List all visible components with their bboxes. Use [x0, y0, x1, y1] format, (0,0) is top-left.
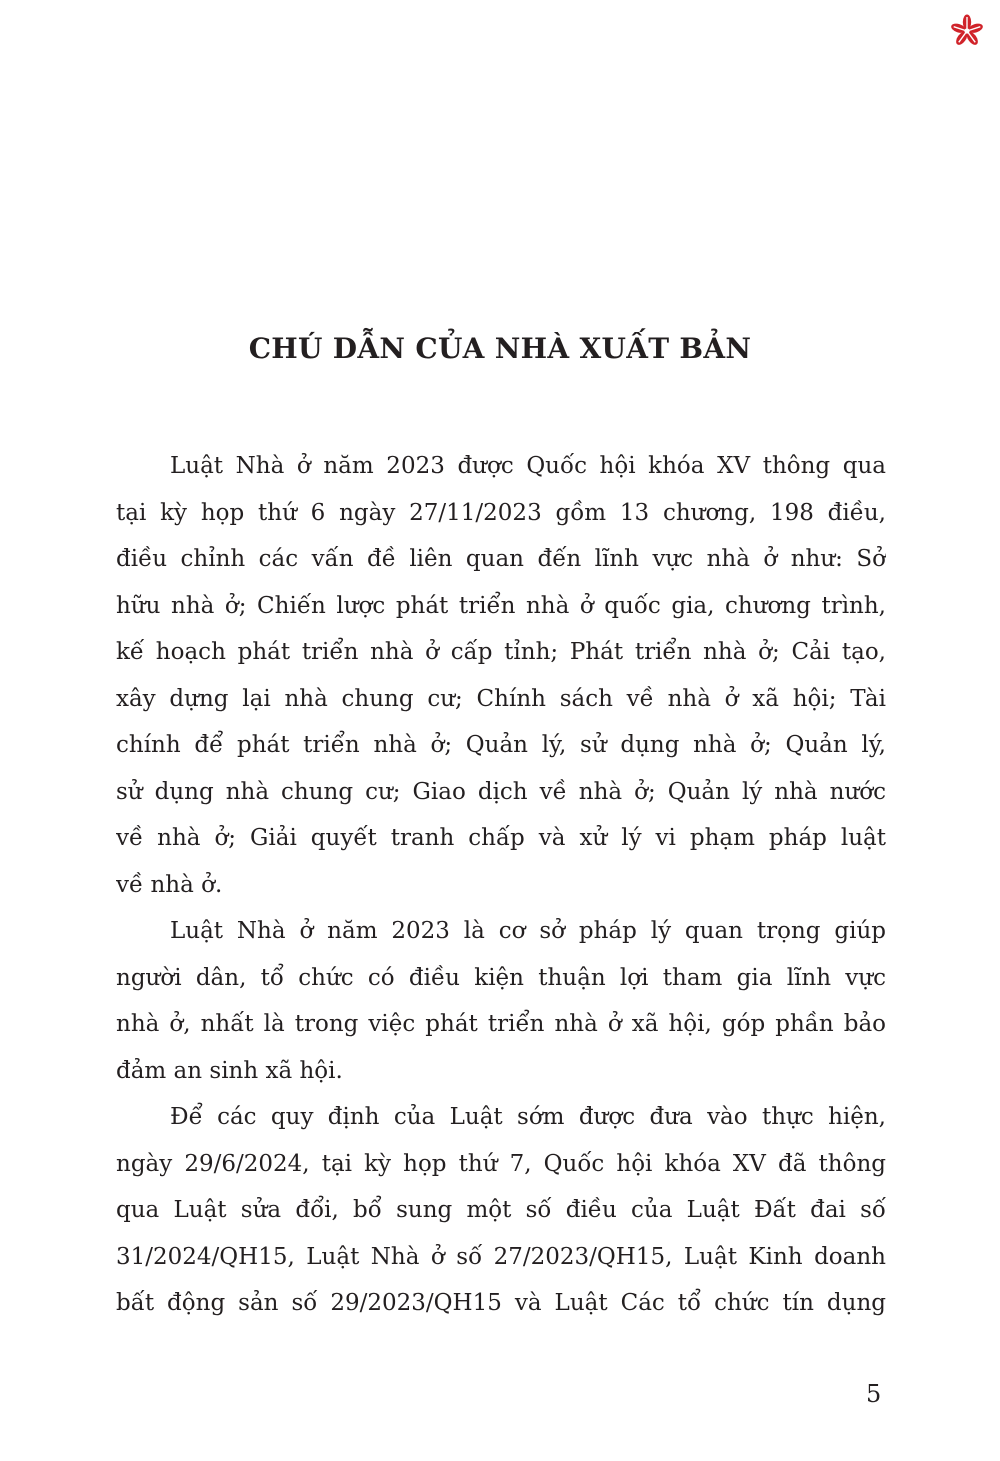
text-line: Luật Nhà ở năm 2023 được Quốc hội khóa XV thông qua — [170, 453, 886, 479]
text-line: nhà ở, nhất là trong việc phát triển nhà ở xã hội, góp phần bảo — [116, 1011, 886, 1037]
text-line: điều chỉnh các vấn đề liên quan đến lĩnh vực nhà ở như: Sở — [116, 546, 886, 572]
text-line: Để các quy định của Luật sớm được đưa vào thực hiện, — [170, 1104, 886, 1130]
text-line: Luật Nhà ở năm 2023 là cơ sở pháp lý quan trọng giúp — [170, 918, 886, 944]
page-title: CHÚ DẪN CỦA NHÀ XUẤT BẢN — [248, 332, 752, 365]
text-line: tại kỳ họp thứ 6 ngày 27/11/2023 gồm 13 chương, 198 điều, — [116, 499, 886, 526]
text-line: hữu nhà ở; Chiến lược phát triển nhà ở quốc gia, chương trình, — [116, 592, 886, 619]
text-line: ngày 29/6/2024, tại kỳ họp thứ 7, Quốc hội khóa XV đã thông — [116, 1150, 886, 1177]
text-line: sử dụng nhà chung cư; Giao dịch về nhà ở; Quản lý nhà nước — [116, 778, 886, 805]
body-text — [116, 443, 886, 1327]
text-line: xây dựng lại nhà chung cư; Chính sách về nhà ở xã hội; Tài — [116, 685, 886, 712]
text-line: người dân, tổ chức có điều kiện thuận lợi tham gia lĩnh vực — [116, 964, 886, 991]
text-line: 31/2024/QH15, Luật Nhà ở số 27/2023/QH15, Luật Kinh doanh — [116, 1243, 886, 1270]
paragraph — [116, 443, 886, 908]
paragraph — [116, 1094, 886, 1327]
text-line: về nhà ở. — [116, 871, 223, 898]
text-line: đảm an sinh xã hội. — [116, 1057, 343, 1084]
text-line: kế hoạch phát triển nhà ở cấp tỉnh; Phát triển nhà ở; Cải tạo, — [116, 639, 886, 665]
text-line: qua Luật sửa đổi, bổ sung một số điều của Luật Đất đai số — [116, 1197, 886, 1223]
text-line: bất động sản số 29/2023/QH15 và Luật Các tổ chức tín dụng — [116, 1290, 886, 1316]
text-line: chính để phát triển nhà ở; Quản lý, sử dụng nhà ở; Quản lý, — [116, 732, 886, 758]
paragraph — [116, 908, 886, 1094]
text-line: về nhà ở; Giải quyết tranh chấp và xử lý vi phạm pháp luật — [116, 825, 886, 851]
publisher-flower-logo-icon — [950, 14, 984, 48]
page-number: 5 — [866, 1380, 882, 1408]
